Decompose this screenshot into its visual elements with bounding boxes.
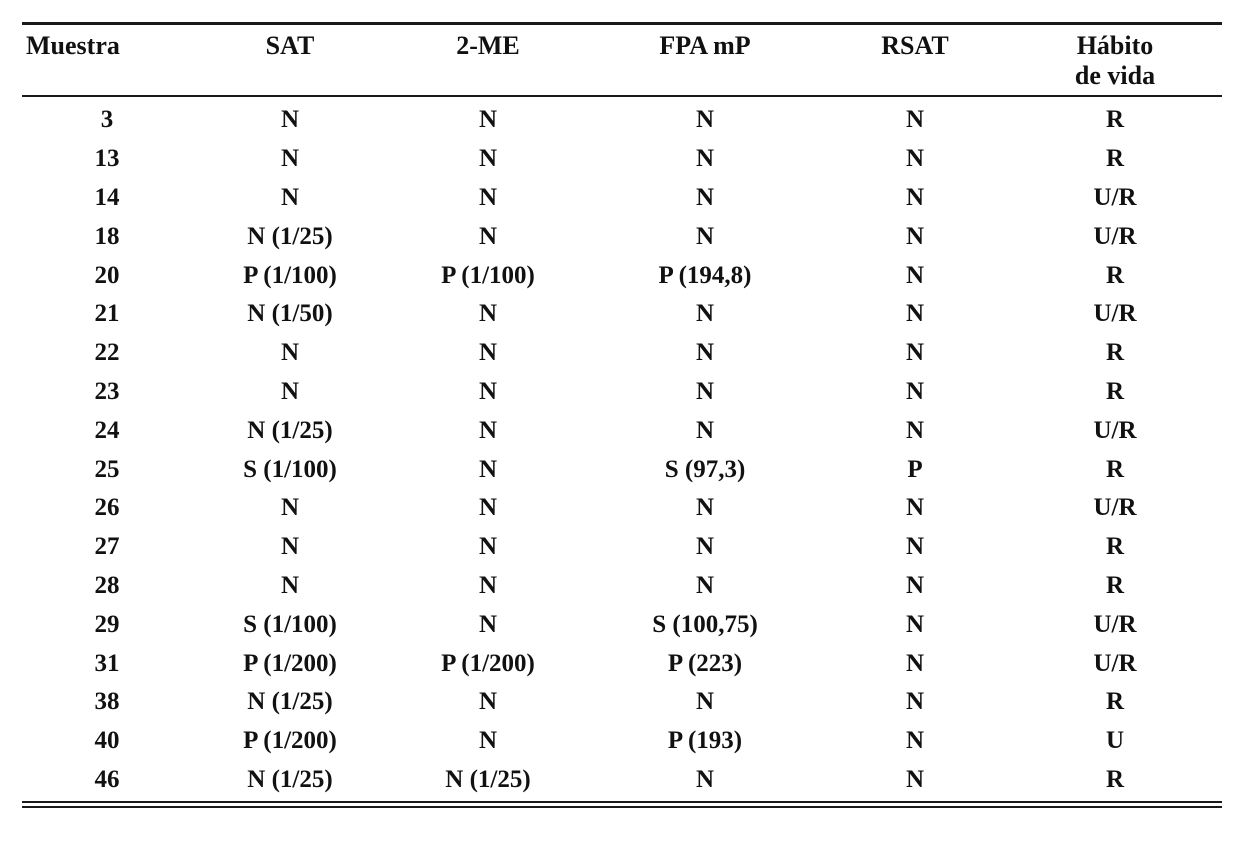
cell-2-me: N [478,377,498,405]
cell-habito-de-vida: R [1105,145,1125,173]
cell-2-me: N [478,300,498,328]
cell-habito-de-vida: U/R [1093,649,1137,677]
cell-fpa-mp: N [695,300,715,328]
cell-habito-de-vida: U [1105,727,1125,755]
cell-muestra: 46 [94,765,120,793]
cell-rsat: N [905,533,925,561]
cell-fpa-mp: N [695,377,715,405]
cell-2-me: P (1/100) [441,261,535,289]
table-row [22,567,1222,606]
cell-2-me: N [478,688,498,716]
cell-sat: N (1/25) [247,222,333,250]
cell-fpa-mp: N [695,416,715,444]
results-table-container [22,22,1222,808]
cell-fpa-mp: S (100,75) [652,610,758,638]
cell-fpa-mp: N [695,494,715,522]
cell-fpa-mp: N [695,571,715,599]
cell-sat: N (1/25) [247,688,333,716]
header-row [22,25,1222,95]
cell-fpa-mp: N [695,533,715,561]
table-row [22,411,1222,450]
cell-sat: P (1/200) [243,727,337,755]
cell-muestra: 20 [94,261,120,289]
cell-habito-de-vida: U/R [1093,222,1137,250]
table-row [22,528,1222,567]
cell-rsat: N [905,145,925,173]
cell-2-me: P (1/200) [441,649,535,677]
cell-rsat: N [905,261,925,289]
cell-fpa-mp: P (194,8) [658,261,752,289]
cell-muestra: 23 [94,377,120,405]
cell-muestra: 29 [94,610,120,638]
cell-sat: N [280,106,300,134]
table-row [22,489,1222,528]
cell-rsat: N [905,727,925,755]
cell-muestra: 13 [94,145,120,173]
cell-rsat: N [905,688,925,716]
cell-habito-de-vida: R [1105,106,1125,134]
cell-2-me: N [478,533,498,561]
table-row [22,683,1222,722]
results-table [22,25,1222,95]
cell-habito-de-vida: R [1105,765,1125,793]
cell-sat: N [280,494,300,522]
cell-rsat: N [905,571,925,599]
cell-fpa-mp: N [695,339,715,367]
cell-habito-de-vida: U/R [1093,416,1137,444]
cell-sat: S (1/100) [243,610,337,638]
table-body [22,97,1222,799]
cell-2-me: N [478,727,498,755]
cell-muestra: 28 [94,571,120,599]
cell-fpa-mp: N [695,222,715,250]
table-row [22,373,1222,412]
cell-fpa-mp: P (223) [667,649,743,677]
cell-sat: N [280,183,300,211]
table-row [22,256,1222,295]
cell-rsat: P [907,455,923,483]
cell-2-me: N [478,339,498,367]
column-header-label: RSAT [881,31,949,60]
cell-muestra: 21 [94,300,120,328]
cell-muestra: 14 [94,183,120,211]
cell-sat: N [280,339,300,367]
cell-rsat: N [905,765,925,793]
cell-2-me: N [478,610,498,638]
cell-habito-de-vida: U/R [1093,183,1137,211]
table-row [22,722,1222,761]
cell-rsat: N [905,222,925,250]
cell-habito-de-vida: R [1105,339,1125,367]
cell-fpa-mp: N [695,765,715,793]
cell-sat: P (1/200) [243,649,337,677]
column-header-label: de vida [1074,61,1156,90]
cell-2-me: N [478,455,498,483]
cell-2-me: N [478,494,498,522]
cell-sat: P (1/100) [243,261,337,289]
table-bottom-rule [22,801,1222,808]
column-header-fpa-mp [588,25,822,95]
column-header-sat [192,25,388,95]
cell-fpa-mp: N [695,183,715,211]
cell-muestra: 26 [94,494,120,522]
cell-sat: N [280,377,300,405]
cell-habito-de-vida: R [1105,571,1125,599]
cell-habito-de-vida: R [1105,688,1125,716]
cell-muestra: 18 [94,222,120,250]
cell-muestra: 38 [94,688,120,716]
results-table-body [22,97,1222,799]
column-header-label: Hábito [1076,31,1154,60]
column-header-2-me [388,25,588,95]
table-row [22,334,1222,373]
cell-muestra: 27 [94,533,120,561]
cell-habito-de-vida: U/R [1093,610,1137,638]
table-row [22,450,1222,489]
cell-rsat: N [905,339,925,367]
cell-muestra: 25 [94,455,120,483]
cell-fpa-mp: N [695,106,715,134]
cell-habito-de-vida: R [1105,377,1125,405]
cell-rsat: N [905,300,925,328]
cell-sat: N [280,571,300,599]
cell-habito-de-vida: R [1105,533,1125,561]
table-row [22,140,1222,179]
cell-muestra: 31 [94,649,120,677]
cell-rsat: N [905,649,925,677]
cell-habito-de-vida: R [1105,455,1125,483]
cell-rsat: N [905,610,925,638]
cell-fpa-mp: N [695,145,715,173]
table-header [22,25,1222,95]
cell-2-me: N [478,106,498,134]
table-row [22,179,1222,218]
column-header-muestra [22,25,192,95]
cell-2-me: N [478,222,498,250]
cell-sat: N [280,533,300,561]
cell-rsat: N [905,416,925,444]
table-row [22,217,1222,256]
cell-fpa-mp: S (97,3) [664,455,746,483]
cell-muestra: 24 [94,416,120,444]
column-header-label: 2-ME [456,31,520,60]
cell-fpa-mp: N [695,688,715,716]
cell-rsat: N [905,377,925,405]
cell-2-me: N [478,571,498,599]
cell-habito-de-vida: R [1105,261,1125,289]
cell-muestra: 40 [94,727,120,755]
cell-2-me: N [478,145,498,173]
table-row [22,295,1222,334]
cell-fpa-mp: P (193) [667,727,743,755]
column-header-rsat [822,25,1008,95]
cell-sat: N (1/50) [247,300,333,328]
cell-muestra: 3 [100,106,114,134]
table-row [22,761,1222,800]
column-header-habito-de-vida [1008,25,1222,95]
table-row [22,97,1222,140]
column-header-label: FPA mP [659,31,751,60]
cell-2-me: N [478,416,498,444]
cell-muestra: 22 [94,339,120,367]
cell-sat: N (1/25) [247,416,333,444]
column-header-label: Muestra [26,31,120,60]
cell-rsat: N [905,106,925,134]
cell-rsat: N [905,494,925,522]
cell-rsat: N [905,183,925,211]
table-row [22,605,1222,644]
cell-2-me: N [478,183,498,211]
column-header-label: SAT [265,31,315,60]
cell-sat: N (1/25) [247,765,333,793]
cell-sat: N [280,145,300,173]
cell-habito-de-vida: U/R [1093,300,1137,328]
cell-habito-de-vida: U/R [1093,494,1137,522]
cell-2-me: N (1/25) [445,765,531,793]
cell-sat: S (1/100) [243,455,337,483]
table-row [22,644,1222,683]
